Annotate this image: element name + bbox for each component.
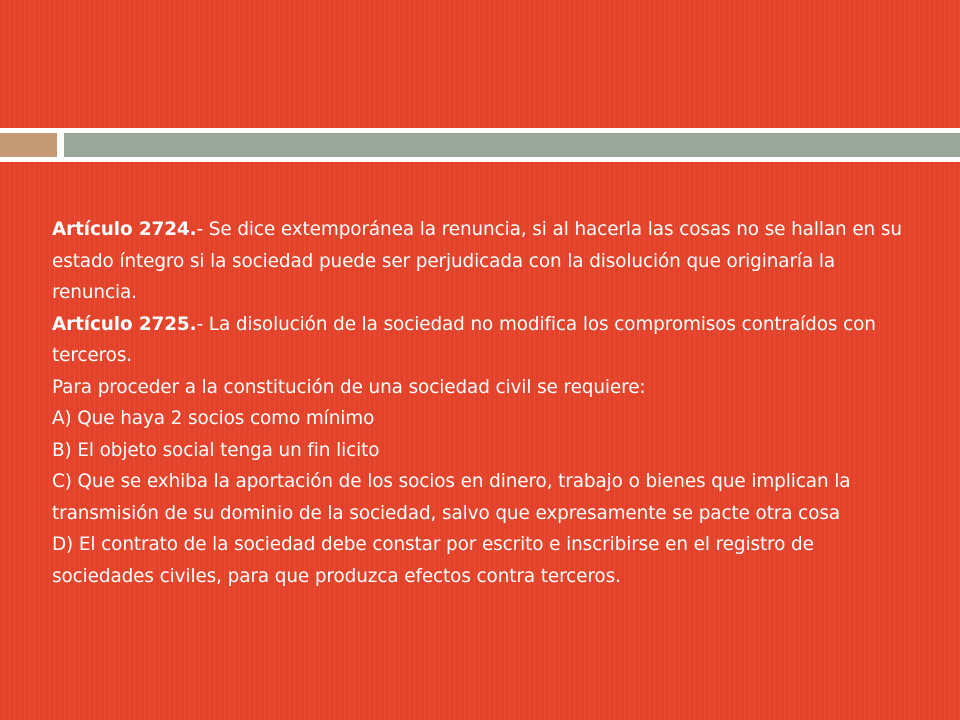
article-2724-heading: Artículo 2724.: [52, 219, 197, 240]
article-2725-heading: Artículo 2725.: [52, 313, 197, 335]
requirement-item: A) Que haya 2 socios como mínimo: [52, 408, 375, 429]
requirement-item: C) Que se exhiba la aportación de los socios en dinero, trabajo o bienes que implican la transmisión de su dominio de la sociedad, salvo que expresamente se pacte otra cosa: [52, 471, 851, 524]
article-2725-paragraph: [52, 309, 912, 372]
slide-body-text: [52, 214, 912, 592]
requirement-item: D) El contrato de la sociedad debe constar por escrito e inscribirse en el registro de sociedades civiles, para que produzca efectos contra terceros.: [52, 534, 814, 587]
requirement-item: B) El objeto social tenga un fin licito: [52, 439, 380, 461]
article-2724-text: - Se dice extemporánea la renuncia, si al hacerla las cosas no se hallan en su estado íntegro si la sociedad puede ser perjudicada con la disolución que originaría la renuncia.: [52, 219, 902, 303]
requirements-intro: Para proceder a la constitución de una sociedad civil se requiere:: [52, 376, 646, 398]
article-2724-paragraph: [52, 214, 912, 309]
header-band-accent-block: [0, 133, 57, 157]
article-2725-text: - La disolución de la sociedad no modifica los compromisos contraídos con terceros.: [52, 313, 876, 366]
header-band-bar: [64, 133, 960, 157]
